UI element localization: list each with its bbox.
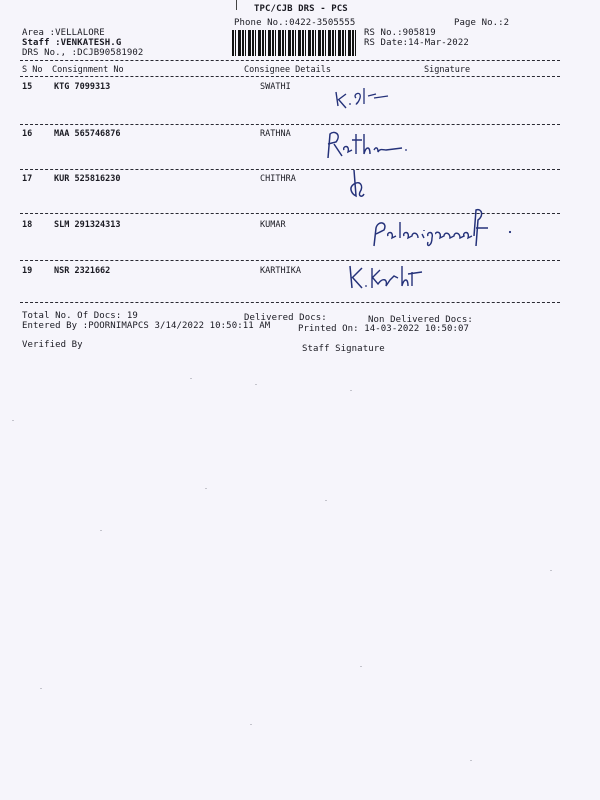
scan-speck [40,688,42,689]
column-header-signature: Signature [424,65,471,75]
row-consignment: KTG 7099313 [54,82,111,92]
row-sno: 19 [22,266,33,276]
rs-date: RS Date:14-Mar-2022 [364,38,469,48]
verified-by: Verified By [22,340,83,350]
row-consignment: MAA 565746876 [54,129,121,139]
divider [20,302,560,303]
row-consignment: SLM 291324313 [54,220,121,230]
row-sno: 18 [22,220,33,230]
staff-signature: Staff Signature [302,344,385,354]
scan-speck [360,666,362,667]
signature-image [372,206,556,254]
divider [20,169,560,170]
barcode [232,30,356,56]
page-number: Page No.:2 [454,18,510,28]
scan-speck [255,384,257,385]
row-consignee: KUMAR [260,220,286,230]
document-title: TPC/CJB DRS - PCS [254,4,348,14]
row-sno: 17 [22,174,33,184]
scan-speck [550,570,552,571]
phone-number: Phone No.:0422-3505555 [234,18,356,28]
divider [20,60,560,61]
divider [20,124,560,125]
divider [20,260,560,261]
entered-by: Entered By :POORNIMAPCS 3/14/2022 10:50:11 AM [22,321,271,331]
print-mark [236,0,237,10]
scan-speck [470,760,472,761]
column-header-consignment: Consignment No [52,65,124,75]
area-label: Area :VELLALORE [22,28,105,38]
row-consignment: KUR 525816230 [54,174,121,184]
column-header-sno: S No [22,65,43,75]
signature-image [324,128,414,164]
drs-number: DRS No., :DCJB90581902 [22,48,144,58]
row-consignee: SWATHI [260,82,291,92]
row-sno: 16 [22,129,33,139]
signature-image [344,168,370,206]
scan-speck [12,420,14,421]
staff-label: Staff :VENKATESH.G [22,38,122,48]
row-sno: 15 [22,82,33,92]
scan-speck [250,724,252,725]
row-consignee: CHITHRA [260,174,296,184]
signature-image [348,262,428,296]
scan-speck [205,488,207,489]
scan-speck [100,530,102,531]
scan-speck [350,390,352,391]
row-consignee: KARTHIKA [260,266,301,276]
column-header-consignee: Consignee Details [244,65,331,75]
non-delivered-docs: Non Delivered Docs: [368,315,473,325]
rs-number: RS No.:905819 [364,28,436,38]
scan-speck [325,500,327,501]
scan-speck [190,378,192,379]
delivered-docs: Delivered Docs: [244,313,327,323]
total-docs: Total No. Of Docs: 19 [22,311,138,321]
divider [20,76,560,77]
signature-image [334,84,404,114]
printed-on: Printed On: 14-03-2022 10:50:07 [298,324,470,334]
row-consignment: NSR 2321662 [54,266,111,276]
row-consignee: RATHNA [260,129,291,139]
